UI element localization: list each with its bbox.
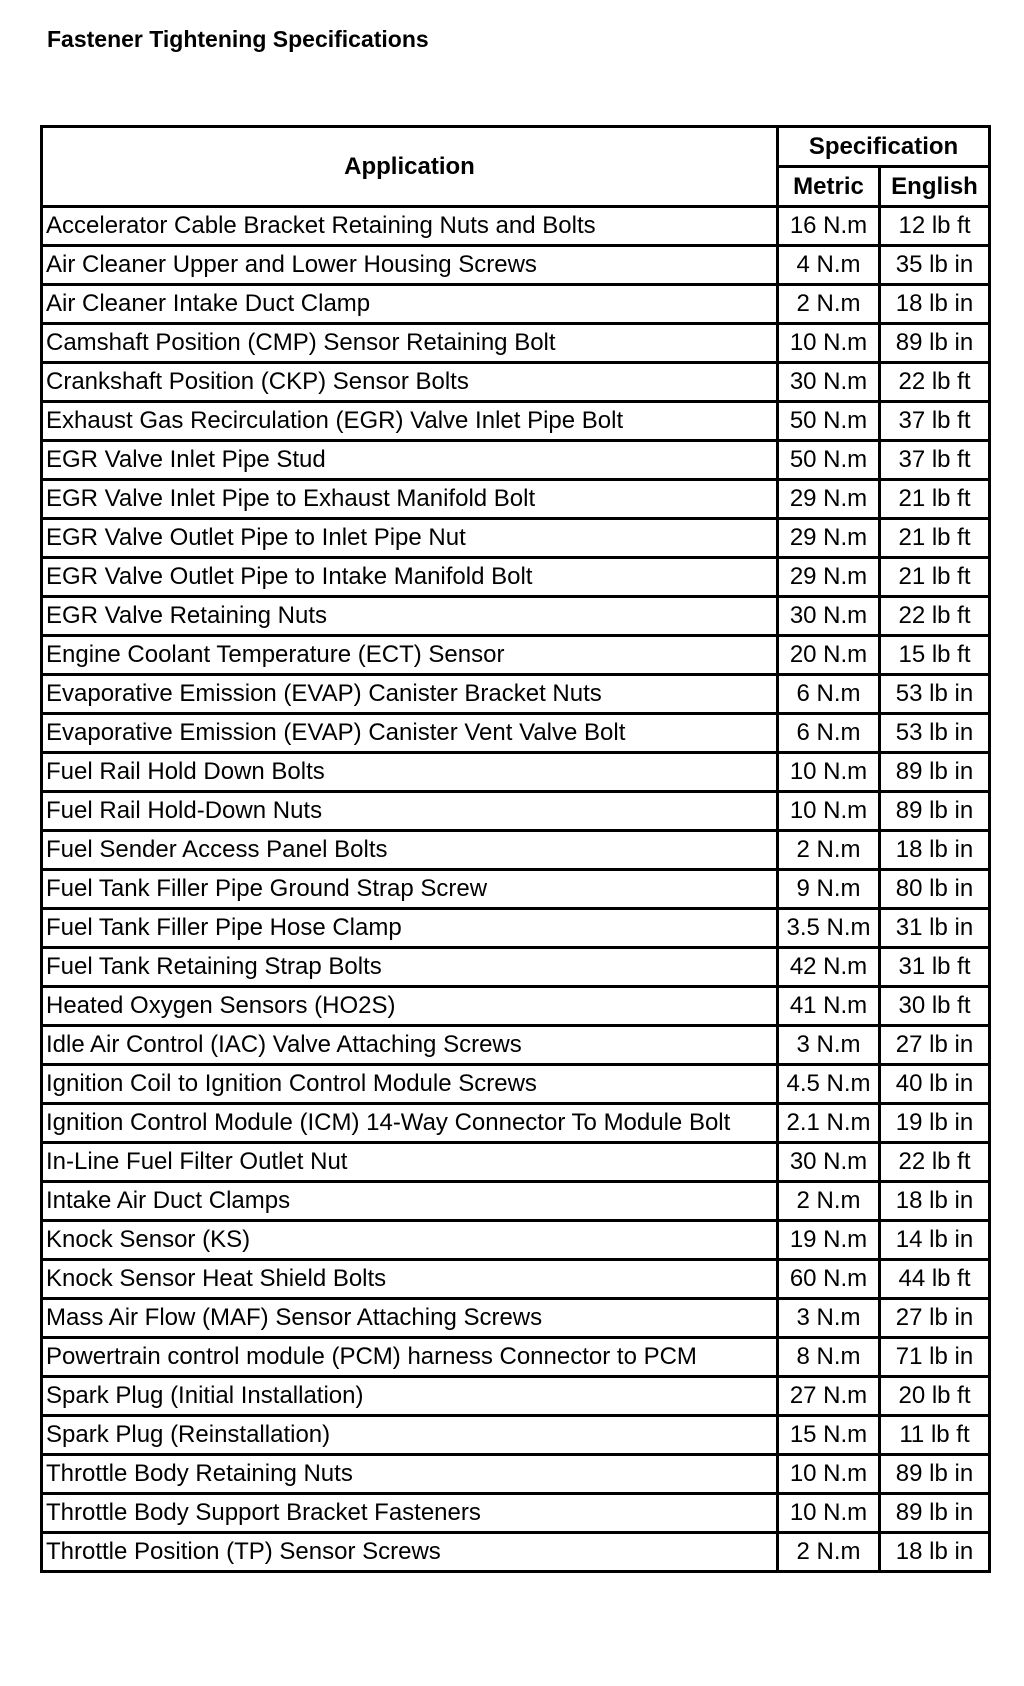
application-cell: Throttle Body Retaining Nuts [42,1455,778,1494]
table-row [42,1104,990,1143]
metric-cell: 30 N.m [778,1143,880,1182]
metric-cell: 2 N.m [778,1182,880,1221]
english-cell: 22 lb ft [880,363,990,402]
metric-cell: 15 N.m [778,1416,880,1455]
table-row [42,792,990,831]
english-cell: 53 lb in [880,675,990,714]
table-row [42,1455,990,1494]
metric-cell: 19 N.m [778,1221,880,1260]
application-cell: Crankshaft Position (CKP) Sensor Bolts [42,363,778,402]
english-cell: 21 lb ft [880,558,990,597]
metric-cell: 2 N.m [778,1533,880,1572]
application-cell: Ignition Control Module (ICM) 14-Way Connector To Module Bolt [42,1104,778,1143]
table-row [42,675,990,714]
metric-cell: 10 N.m [778,1494,880,1533]
application-cell: Air Cleaner Intake Duct Clamp [42,285,778,324]
english-cell: 11 lb ft [880,1416,990,1455]
table-row [42,1260,990,1299]
application-cell: Throttle Body Support Bracket Fasteners [42,1494,778,1533]
application-cell: EGR Valve Retaining Nuts [42,597,778,636]
table-row [42,519,990,558]
metric-cell: 3.5 N.m [778,909,880,948]
application-cell: EGR Valve Inlet Pipe Stud [42,441,778,480]
table-row [42,1494,990,1533]
table-row [42,1221,990,1260]
table-row [42,324,990,363]
table-row [42,987,990,1026]
table-row [42,1182,990,1221]
english-cell: 53 lb in [880,714,990,753]
metric-cell: 6 N.m [778,714,880,753]
application-cell: Intake Air Duct Clamps [42,1182,778,1221]
metric-cell: 4.5 N.m [778,1065,880,1104]
table-row [42,1416,990,1455]
english-cell: 31 lb ft [880,948,990,987]
english-cell: 21 lb ft [880,480,990,519]
metric-cell: 10 N.m [778,1455,880,1494]
english-cell: 71 lb in [880,1338,990,1377]
table-row [42,402,990,441]
application-cell: Camshaft Position (CMP) Sensor Retaining Bolt [42,324,778,363]
application-cell: Evaporative Emission (EVAP) Canister Vent Valve Bolt [42,714,778,753]
metric-cell: 2 N.m [778,285,880,324]
application-cell: Exhaust Gas Recirculation (EGR) Valve Inlet Pipe Bolt [42,402,778,441]
english-cell: 30 lb ft [880,987,990,1026]
metric-cell: 27 N.m [778,1377,880,1416]
table-row [42,207,990,246]
application-cell: Fuel Tank Filler Pipe Hose Clamp [42,909,778,948]
table-header [42,127,990,207]
english-cell: 35 lb in [880,246,990,285]
metric-cell: 50 N.m [778,402,880,441]
english-header: English [880,167,990,207]
table-row [42,246,990,285]
metric-cell: 3 N.m [778,1299,880,1338]
english-cell: 80 lb in [880,870,990,909]
application-cell: Fuel Tank Retaining Strap Bolts [42,948,778,987]
metric-cell: 2.1 N.m [778,1104,880,1143]
application-cell: EGR Valve Outlet Pipe to Intake Manifold Bolt [42,558,778,597]
application-cell: Ignition Coil to Ignition Control Module Screws [42,1065,778,1104]
table-row [42,870,990,909]
english-cell: 89 lb in [880,1455,990,1494]
application-cell: Spark Plug (Initial Installation) [42,1377,778,1416]
metric-cell: 29 N.m [778,480,880,519]
application-cell: Throttle Position (TP) Sensor Screws [42,1533,778,1572]
table-row [42,1026,990,1065]
table-row [42,1065,990,1104]
table-row [42,1377,990,1416]
english-cell: 18 lb in [880,1533,990,1572]
application-cell: Fuel Rail Hold-Down Nuts [42,792,778,831]
application-cell: Idle Air Control (IAC) Valve Attaching Screws [42,1026,778,1065]
table-row [42,1338,990,1377]
metric-cell: 4 N.m [778,246,880,285]
english-cell: 27 lb in [880,1026,990,1065]
english-cell: 18 lb in [880,831,990,870]
english-cell: 31 lb in [880,909,990,948]
english-cell: 89 lb in [880,792,990,831]
table-row [42,636,990,675]
table-row [42,441,990,480]
application-cell: Fuel Sender Access Panel Bolts [42,831,778,870]
application-cell: Knock Sensor (KS) [42,1221,778,1260]
metric-cell: 60 N.m [778,1260,880,1299]
application-cell: EGR Valve Inlet Pipe to Exhaust Manifold Bolt [42,480,778,519]
table-row [42,1299,990,1338]
fastener-spec-table [40,125,991,1573]
metric-cell: 2 N.m [778,831,880,870]
english-cell: 18 lb in [880,285,990,324]
application-cell: Fuel Rail Hold Down Bolts [42,753,778,792]
metric-header: Metric [778,167,880,207]
english-cell: 37 lb ft [880,441,990,480]
metric-cell: 29 N.m [778,558,880,597]
table-row [42,480,990,519]
english-cell: 40 lb in [880,1065,990,1104]
metric-cell: 3 N.m [778,1026,880,1065]
english-cell: 27 lb in [880,1299,990,1338]
table-row [42,753,990,792]
application-cell: Mass Air Flow (MAF) Sensor Attaching Screws [42,1299,778,1338]
english-cell: 12 lb ft [880,207,990,246]
application-cell: Fuel Tank Filler Pipe Ground Strap Screw [42,870,778,909]
metric-cell: 30 N.m [778,597,880,636]
english-cell: 37 lb ft [880,402,990,441]
metric-cell: 16 N.m [778,207,880,246]
english-cell: 21 lb ft [880,519,990,558]
metric-cell: 20 N.m [778,636,880,675]
metric-cell: 10 N.m [778,753,880,792]
page-title: Fastener Tightening Specifications [47,26,429,52]
metric-cell: 10 N.m [778,324,880,363]
english-cell: 22 lb ft [880,597,990,636]
table-row [42,909,990,948]
application-cell: Heated Oxygen Sensors (HO2S) [42,987,778,1026]
application-cell: Air Cleaner Upper and Lower Housing Screws [42,246,778,285]
table-row [42,1143,990,1182]
metric-cell: 50 N.m [778,441,880,480]
table-row [42,285,990,324]
table-body [42,207,990,1572]
english-cell: 89 lb in [880,1494,990,1533]
metric-cell: 29 N.m [778,519,880,558]
table-row [42,831,990,870]
metric-cell: 30 N.m [778,363,880,402]
application-cell: Powertrain control module (PCM) harness Connector to PCM [42,1338,778,1377]
application-cell: Knock Sensor Heat Shield Bolts [42,1260,778,1299]
metric-cell: 41 N.m [778,987,880,1026]
table-row [42,363,990,402]
application-header: Application [42,127,778,207]
metric-cell: 10 N.m [778,792,880,831]
metric-cell: 42 N.m [778,948,880,987]
table-row [42,948,990,987]
application-cell: Engine Coolant Temperature (ECT) Sensor [42,636,778,675]
metric-cell: 9 N.m [778,870,880,909]
application-cell: EGR Valve Outlet Pipe to Inlet Pipe Nut [42,519,778,558]
metric-cell: 6 N.m [778,675,880,714]
english-cell: 19 lb in [880,1104,990,1143]
english-cell: 14 lb in [880,1221,990,1260]
english-cell: 20 lb ft [880,1377,990,1416]
application-cell: Spark Plug (Reinstallation) [42,1416,778,1455]
english-cell: 44 lb ft [880,1260,990,1299]
table-row [42,714,990,753]
application-cell: Accelerator Cable Bracket Retaining Nuts and Bolts [42,207,778,246]
table-row [42,1533,990,1572]
table-row [42,597,990,636]
metric-cell: 8 N.m [778,1338,880,1377]
header-row-top [42,127,990,167]
english-cell: 22 lb ft [880,1143,990,1182]
application-cell: Evaporative Emission (EVAP) Canister Bracket Nuts [42,675,778,714]
english-cell: 89 lb in [880,324,990,363]
english-cell: 89 lb in [880,753,990,792]
english-cell: 18 lb in [880,1182,990,1221]
application-cell: In-Line Fuel Filter Outlet Nut [42,1143,778,1182]
table-row [42,558,990,597]
english-cell: 15 lb ft [880,636,990,675]
specification-header: Specification [778,127,990,167]
